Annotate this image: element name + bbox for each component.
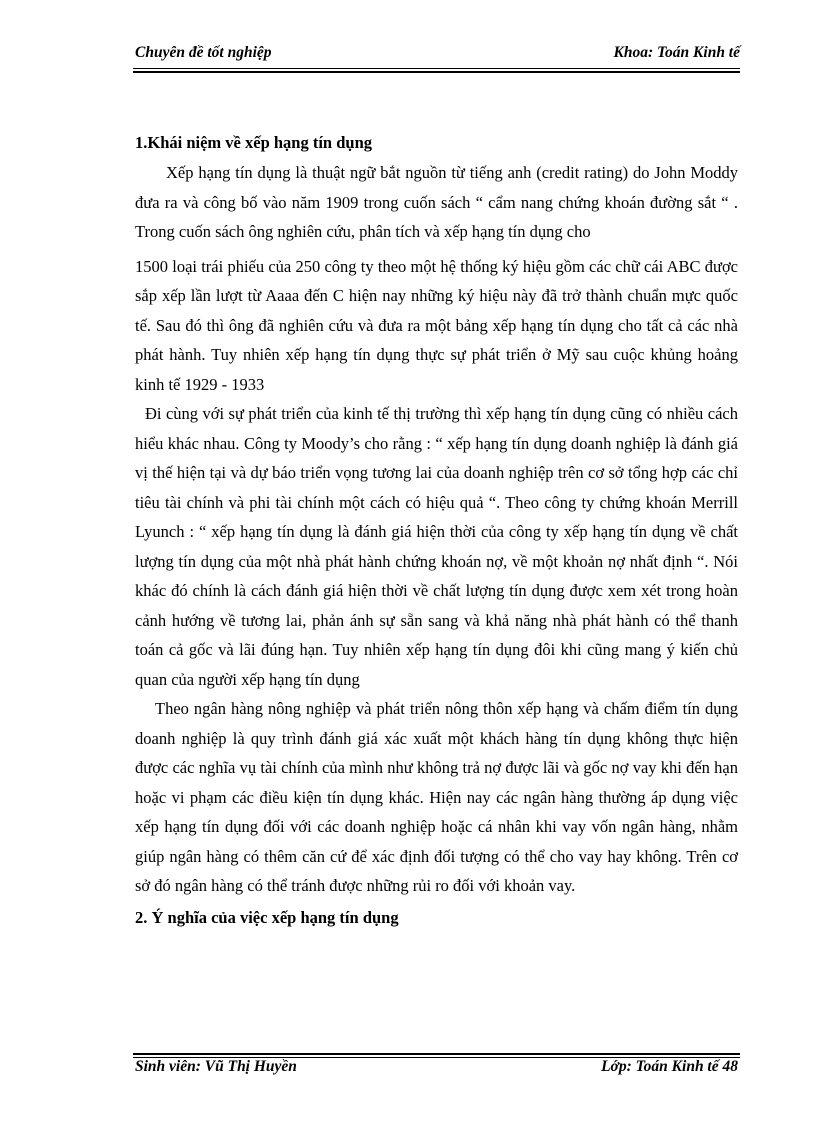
- footer-student-name: Sinh viên: Vũ Thị Huyền: [135, 1058, 297, 1075]
- page-header: [135, 44, 740, 68]
- header-divider: [133, 68, 740, 69]
- section-1-paragraph-3: Đi cùng với sự phát triển của kinh tế thị trường thì xếp hạng tín dụng cũng có nhiều cách hiểu khác nhau. Công ty Moody’s cho rằng : “ xếp hạng tín dụng doanh nghiệp là đánh giá vị thế hiện tại và dự báo triển vọng tương lai của doanh nghiệp trên cơ sở tổng hợp các chỉ tiêu tài chính và phi tài chính một cách có hiệu quả “. Theo công ty chứng khoán Merrill Lyunch : “ xếp hạng tín dụng là đánh giá hiện thời của công ty xếp hạng tín dụng về chất lượng tín dụng của một nhà phát hành chứng khoán nợ, về một khoản nợ nhất định “. Nói khác đó chính là cách đánh giá hiện thời về chất lượng tín dụng được xem xét trong hoàn cảnh hướng về tương lai, phản ánh sự sẵn sang và khả năng nhà phát hành có thể thanh toán cả gốc và lãi đúng hạn. Tuy nhiên xếp hạng tín dụng đôi khi cũng mang ý kiến chủ quan của người xếp hạng tín dụng: [135, 404, 738, 689]
- section-2-heading: 2. Ý nghĩa của việc xếp hạng tín dụng: [135, 907, 399, 927]
- page-footer: [135, 1058, 740, 1082]
- header-document-type: Chuyên đề tốt nghiệp: [135, 44, 272, 61]
- section-1-paragraph-2: 1500 loại trái phiếu của 250 công ty theo một hệ thống ký hiệu gồm các chữ cái ABC được sắp xếp lần lượt từ Aaaa đến C hiện nay những ký hiệu này đã trở thành chuẩn mực quốc tế. Sau đó thì ông đã nghiên cứu và đưa ra một bảng xếp hạng tín dụng cho tất cả các nhà phát hành. Tuy nhiên xếp hạng tín dụng thực sự phát triển ở Mỹ sau cuộc khủng hoảng kinh tế 1929 - 1933: [135, 256, 738, 394]
- section-1-paragraph-4: Theo ngân hàng nông nghiệp và phát triển nông thôn xếp hạng và chấm điểm tín dụng doanh nghiệp là quy trình đánh giá xác xuất một khách hàng tín dụng không thực hiện được các nghĩa vụ tài chính của mình như không trả nợ được lãi và gốc nợ vay khi đến hạn hoặc vi phạm các điều kiện tín dụng khác. Hiện nay các ngân hàng thường áp dụng việc xếp hạng tín dụng đối với các doanh nghiệp hoặc cá nhân khi vay vốn ngân hàng, nhằm giúp ngân hàng có thêm căn cứ để xác định đối tượng có thể cho vay hay không. Trên cơ sở đó ngân hàng có thể tránh được những rủi ro đối với khoản vay.: [135, 699, 738, 895]
- section-1-paragraph-1: Xếp hạng tín dụng là thuật ngữ bắt nguồn từ tiếng anh (credit rating) do John Moddy đưa ra và công bố vào năm 1909 trong cuốn sách “ cẩm nang chứng khoán đường sắt “ . Trong cuốn sách ông nghiên cứu, phân tích và xếp hạng tín dụng cho: [135, 163, 738, 241]
- footer-divider-thick: [133, 1053, 740, 1055]
- footer-class: Lớp: Toán Kinh tế 48: [601, 1058, 738, 1075]
- header-faculty: Khoa: Toán Kinh tế: [613, 44, 740, 61]
- header-divider-thick: [133, 71, 740, 73]
- document-body: [135, 128, 738, 933]
- section-1-heading: 1.Khái niệm về xếp hạng tín dụng: [135, 133, 373, 152]
